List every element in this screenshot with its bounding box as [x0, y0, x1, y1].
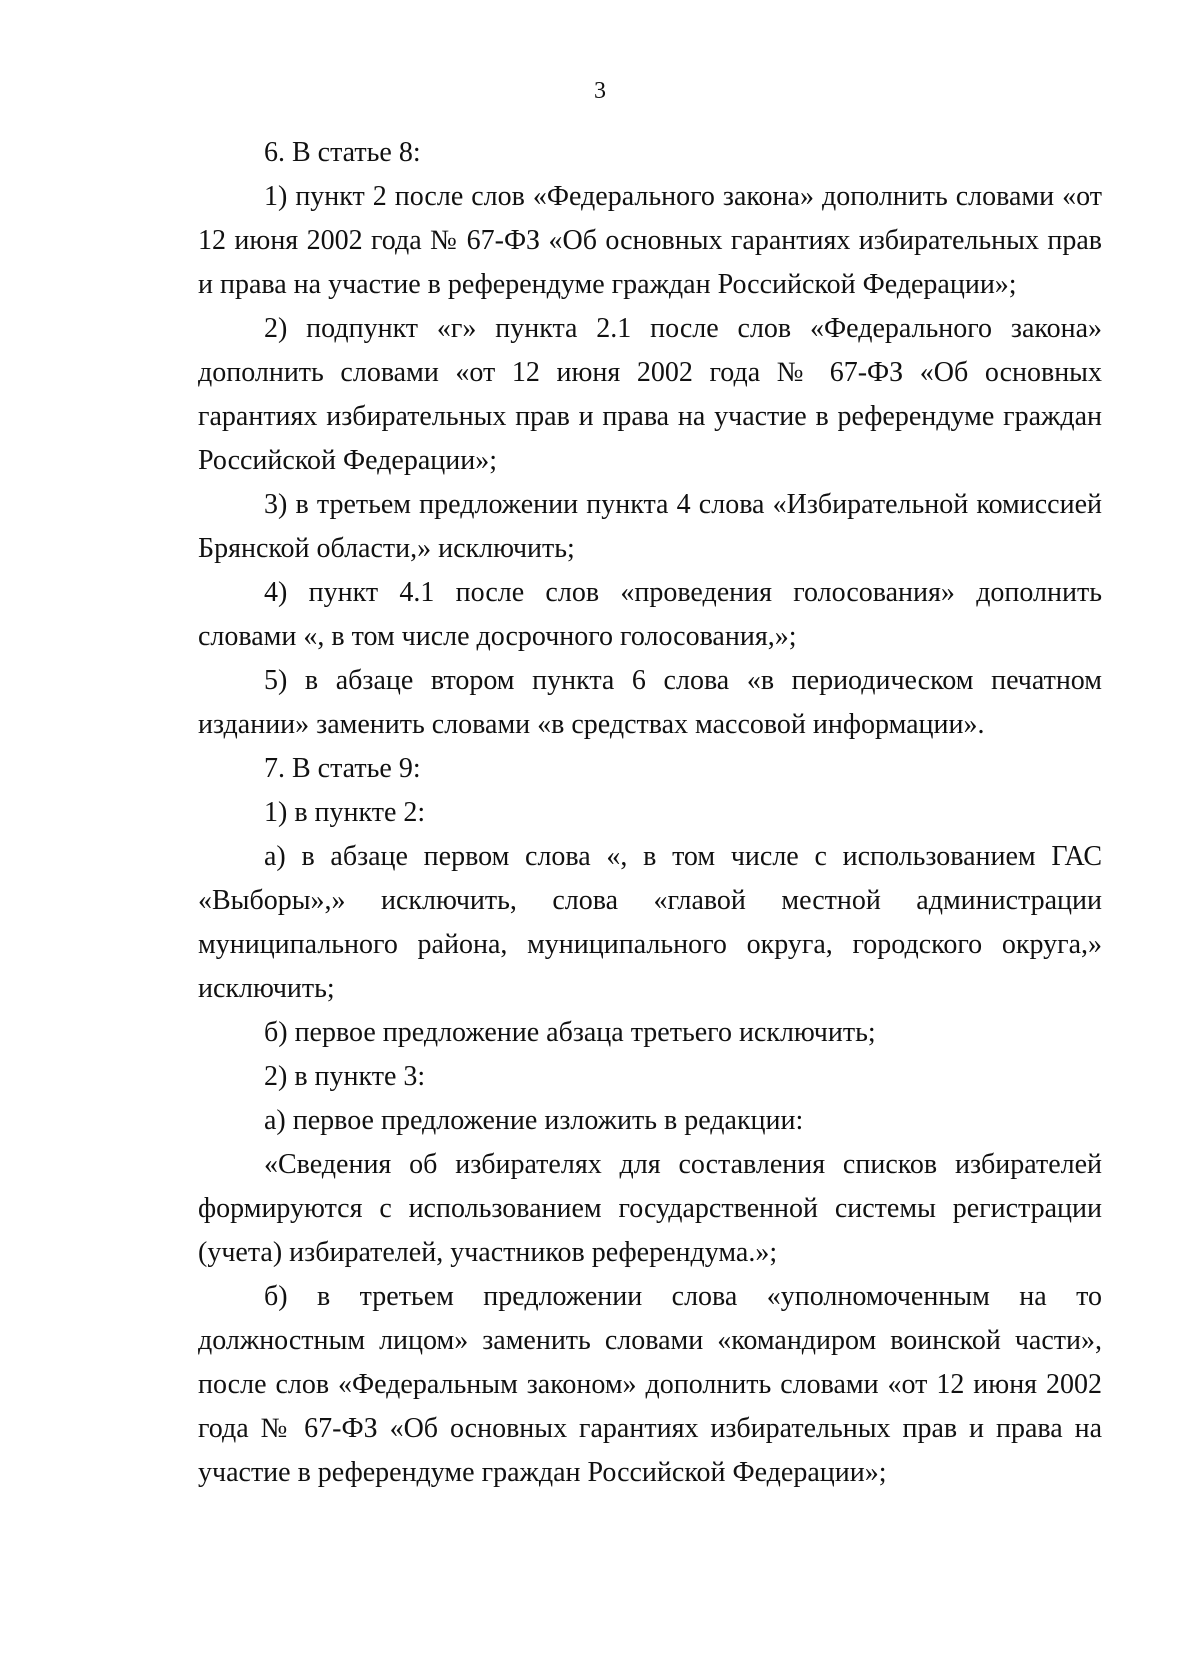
paragraph-article-9-item-1a: а) в абзаце первом слова «, в том числе с использованием ГАС «Выборы»,» исключить, слова «главой местной администрации муниципального района, муниципального округа, городского округа,» исключить; [198, 841, 1102, 1004]
paragraph-article-8-item-4: 4) пункт 4.1 после слов «проведения голосования» дополнить словами «, в том числе досрочного голосования,»; [198, 577, 1102, 652]
paragraph-article-8-item-5: 5) в абзаце втором пункта 6 слова «в периодическом печатном издании» заменить словами «в средствах массовой информации». [198, 665, 1102, 740]
paragraph-article-9-item-2: 2) в пункте 3: [264, 1061, 426, 1092]
paragraph-article-9-item-2a: а) первое предложение изложить в редакции: [264, 1105, 804, 1136]
paragraph-article-8-item-1: 1) пункт 2 после слов «Федерального закона» дополнить словами «от 12 июня 2002 года № 67-ФЗ «Об основных гарантиях избирательных прав и права на участие в референдуме граждан Российской Федерации»; [198, 181, 1102, 300]
paragraph-article-9-quote: «Сведения об избирателях для составления списков избирателей формируются с использованием государственной системы регистрации (учета) избирателей, участников референдума.»; [198, 1149, 1102, 1268]
paragraph-article-9-item-2b: б) в третьем предложении слова «уполномоченным на то должностным лицом» заменить словами «командиром воинской части», после слов «Федеральным законом» дополнить словами «от 12 июня 2002 года № 67-ФЗ «Об основных гарантиях избирательных прав и права на участие в референдуме граждан Российской Федерации»; [198, 1281, 1102, 1488]
paragraph-article-8-item-2: 2) подпункт «г» пункта 2.1 после слов «Федерального закона» дополнить словами «от 12 июня 2002 года № 67-ФЗ «Об основных гарантиях избирательных прав и права на участие в референдуме граждан Российской Федерации»; [198, 313, 1102, 476]
paragraph-article-9-heading: 7. В статье 9: [264, 753, 421, 784]
paragraph-article-9-item-1b: б) первое предложение абзаца третьего исключить; [264, 1017, 876, 1048]
paragraph-article-8-heading: 6. В статье 8: [264, 137, 421, 168]
paragraph-article-8-item-3: 3) в третьем предложении пункта 4 слова «Избирательной комиссией Брянской области,» исключить; [198, 489, 1102, 564]
page-number: 3 [594, 78, 606, 104]
paragraph-article-9-item-1: 1) в пункте 2: [264, 797, 426, 828]
document-body [198, 131, 1102, 1495]
